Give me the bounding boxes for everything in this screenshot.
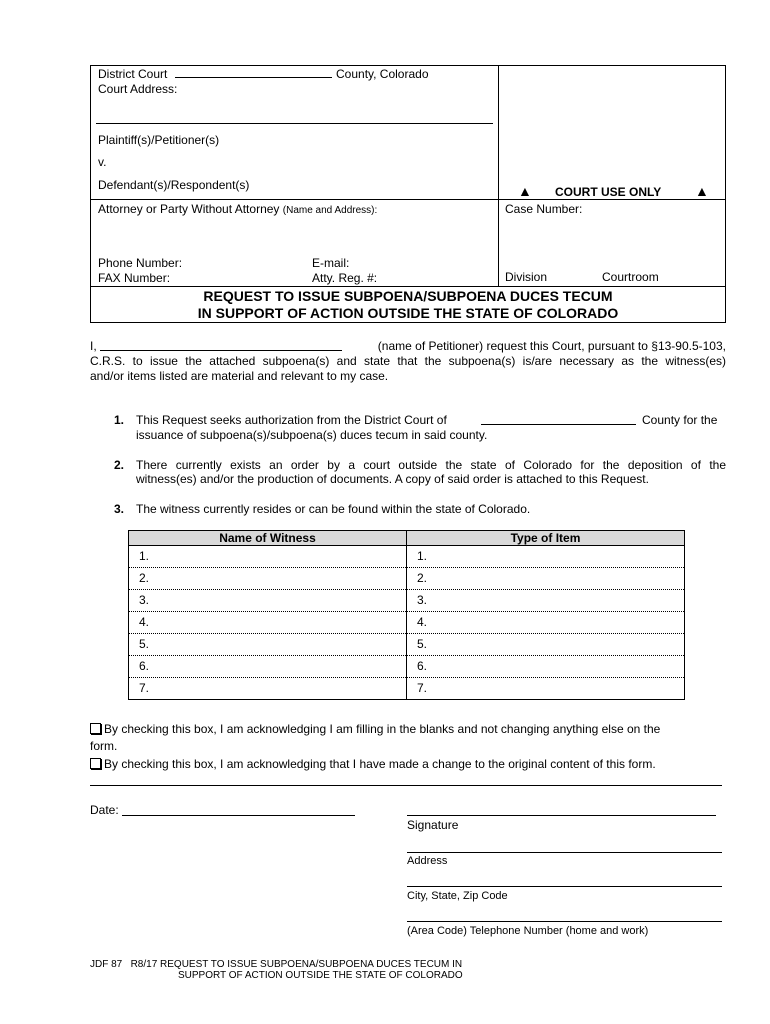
phone-label: Phone Number:	[98, 256, 183, 270]
checkbox-changes-row	[90, 757, 656, 771]
table-row	[129, 678, 685, 700]
intro-line-1: (name of Petitioner) request this Court, pursuant to §13-90.5-103,	[377, 339, 726, 353]
intro-line-3: and/or items listed are material and relevant to my case.	[90, 369, 389, 383]
petitioner-name-blank[interactable]	[100, 350, 342, 351]
item-1-text-b: County for the	[642, 413, 718, 427]
plaintiff-label: Plaintiff(s)/Petitioner(s)	[98, 133, 220, 147]
date-blank[interactable]	[122, 815, 355, 816]
witness-cell[interactable]: 4.	[129, 612, 407, 634]
item-cell[interactable]: 2.	[407, 568, 685, 590]
checkbox-no-changes-row	[90, 722, 660, 736]
item-1-text-c: issuance of subpoena(s)/subpoena(s) duces tecum in said county.	[136, 428, 488, 442]
caption-divider	[498, 65, 499, 287]
header-type-of-item: Type of Item	[407, 531, 685, 546]
item-cell[interactable]: 6.	[407, 656, 685, 678]
item-cell[interactable]: 3.	[407, 590, 685, 612]
defendant-label: Defendant(s)/Respondent(s)	[98, 178, 250, 192]
item-1-text-a: This Request seeks authorization from the District Court of	[136, 413, 447, 427]
item-1-number: 1.	[114, 413, 125, 427]
witness-table	[128, 530, 685, 700]
attorney-label	[98, 202, 377, 218]
telephone-line[interactable]	[407, 921, 722, 922]
attorney-label-text: Attorney or Party Without Attorney	[98, 202, 280, 216]
address-label: Address	[407, 855, 448, 867]
fax-label: FAX Number:	[98, 271, 171, 285]
item-3-text-a: The witness currently resides or can be found within the state of Colorado.	[136, 502, 531, 516]
witness-cell[interactable]: 3.	[129, 590, 407, 612]
caption-box	[90, 65, 726, 287]
checkbox-no-changes[interactable]	[90, 723, 101, 734]
table-row	[129, 656, 685, 678]
court-use-only-label: COURT USE ONLY	[555, 185, 662, 199]
item-cell[interactable]: 1.	[407, 546, 685, 568]
triangle-left-icon: ▲	[518, 183, 532, 199]
intro-line-2: C.R.S. to issue the attached subpoena(s) and state that the subpoena(s) is/are necessary as the witness(es)	[90, 354, 726, 368]
city-label: City, State, Zip Code	[407, 890, 508, 902]
intro-prefix: I,	[90, 339, 97, 353]
table-row	[129, 612, 685, 634]
item-2-number: 2.	[114, 458, 125, 472]
item-2-text-c: witness(es) and/or the production of documents. A copy of said order is attached to this Request.	[136, 472, 649, 486]
title-line-1: REQUEST TO ISSUE SUBPOENA/SUBPOENA DUCES TECUM	[203, 288, 613, 304]
case-number-label: Case Number:	[505, 202, 583, 216]
email-label: E-mail:	[312, 256, 350, 270]
versus-label: v.	[98, 155, 107, 169]
caption-hline-short	[90, 199, 499, 200]
signature-label: Signature	[407, 818, 459, 832]
section-divider	[90, 785, 722, 786]
table-row	[129, 634, 685, 656]
item-cell[interactable]: 5.	[407, 634, 685, 656]
table-row	[129, 568, 685, 590]
witness-cell[interactable]: 7.	[129, 678, 407, 700]
table-row	[129, 590, 685, 612]
footer-line-1: JDF 87 R8/17 REQUEST TO ISSUE SUBPOENA/SUBPOENA DUCES TECUM IN	[90, 959, 463, 970]
attorney-note: (Name and Address):	[282, 205, 378, 216]
footer-line-2: SUPPORT OF ACTION OUTSIDE THE STATE OF COLORADO	[178, 970, 463, 981]
title-line-2: IN SUPPORT OF ACTION OUTSIDE THE STATE OF COLORADO	[197, 305, 619, 321]
item-cell[interactable]: 7.	[407, 678, 685, 700]
court-address-line	[96, 123, 493, 124]
district-court-label: District Court	[98, 67, 168, 81]
checkbox-changes-text: By checking this box, I am acknowledging that I have made a change to the original content of this form.	[104, 757, 656, 771]
checkbox-no-changes-text: By checking this box, I am acknowledging I am filling in the blanks and not changing anything else on the	[104, 722, 661, 736]
item-cell[interactable]: 4.	[407, 612, 685, 634]
triangle-right-icon: ▲	[695, 183, 709, 199]
atty-reg-label: Atty. Reg. #:	[312, 271, 378, 285]
division-label: Division	[505, 270, 548, 284]
courtroom-label: Courtroom	[602, 270, 659, 284]
header-name-of-witness: Name of Witness	[129, 531, 407, 546]
witness-cell[interactable]: 1.	[129, 546, 407, 568]
address-line[interactable]	[407, 852, 722, 853]
date-label: Date:	[90, 803, 119, 817]
signature-line[interactable]	[407, 815, 716, 816]
witness-table-header	[129, 531, 685, 546]
checkbox-changes[interactable]	[90, 758, 101, 769]
court-address-label: Court Address:	[98, 82, 178, 96]
county-name-blank[interactable]	[175, 77, 332, 78]
witness-cell[interactable]: 2.	[129, 568, 407, 590]
item-1-county-blank[interactable]	[481, 424, 636, 425]
witness-cell[interactable]: 5.	[129, 634, 407, 656]
telephone-label: (Area Code) Telephone Number (home and work)	[407, 925, 649, 937]
item-2-text-a: There currently exists an order by a court outside the state of Colorado for the deposition of the	[136, 458, 726, 472]
witness-cell[interactable]: 6.	[129, 656, 407, 678]
table-row	[129, 546, 685, 568]
checkbox-no-changes-text-2: form.	[90, 739, 118, 753]
county-label: County, Colorado	[336, 67, 429, 81]
item-3-number: 3.	[114, 502, 125, 516]
city-line[interactable]	[407, 886, 722, 887]
